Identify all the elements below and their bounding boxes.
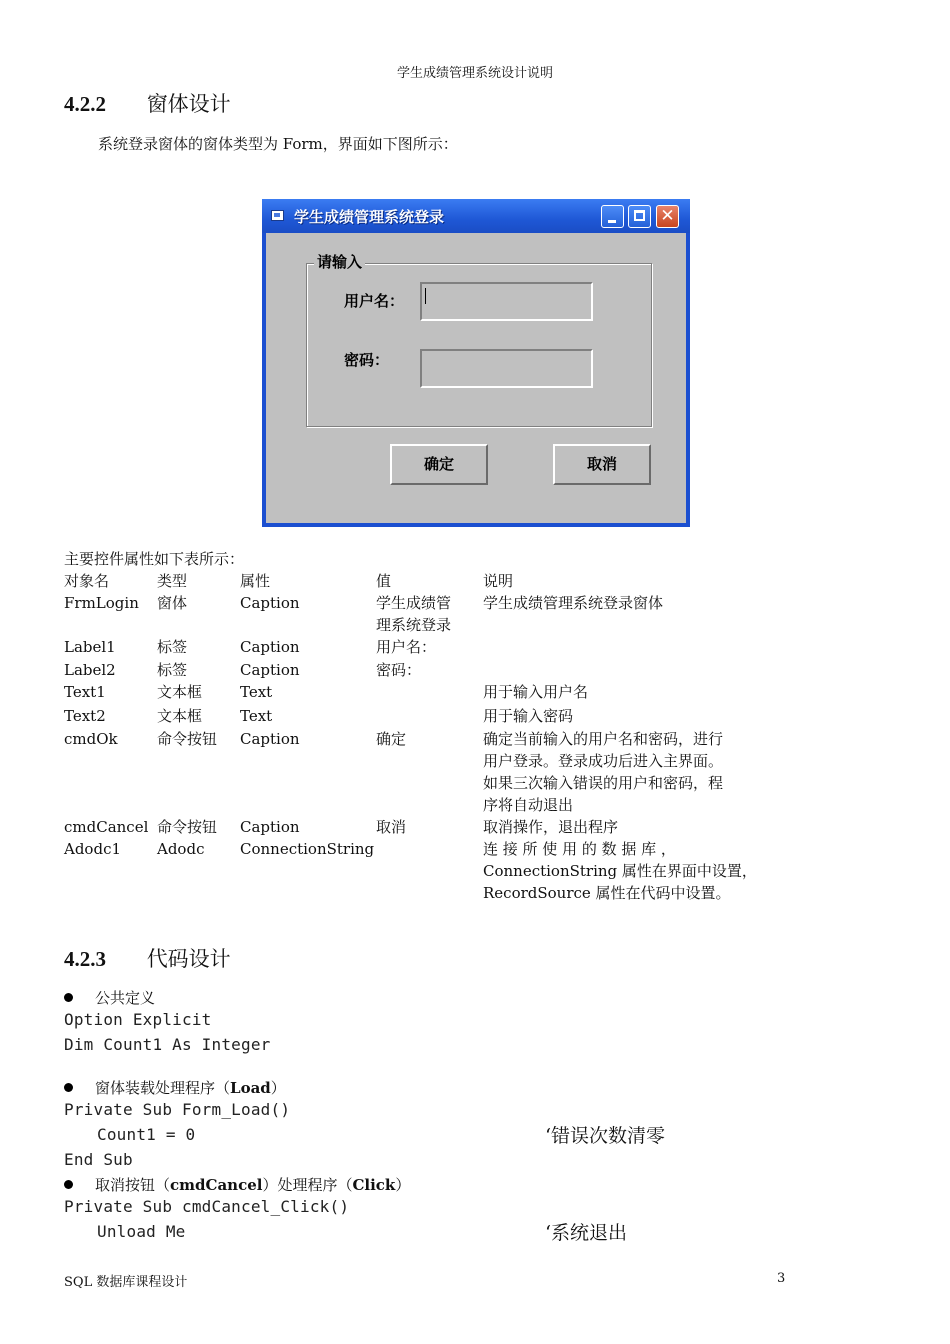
- section-number: 4.2.3: [64, 947, 106, 971]
- row-type: 命令按钮: [157, 818, 218, 836]
- section-heading-423: [64, 943, 231, 973]
- row-description-line: 用户登录。登录成功后进入主界面。: [483, 752, 724, 770]
- row-object-name: Label2: [64, 661, 116, 679]
- row-type: Adodc: [157, 840, 205, 858]
- password-input[interactable]: [420, 349, 593, 388]
- row-property: Caption: [240, 594, 300, 612]
- row-value-line: 确定: [376, 730, 407, 748]
- bullet-text-post: ）: [270, 1079, 286, 1097]
- header-value: 值: [376, 572, 392, 590]
- page-number: 3: [777, 1271, 786, 1286]
- bullet-text-pre: 取消按钮（: [95, 1176, 171, 1194]
- row-property: Text: [240, 707, 273, 725]
- code-line: Unload Me: [97, 1222, 186, 1241]
- password-label: 密码：: [344, 351, 390, 369]
- section-heading-422: [64, 88, 231, 118]
- row-type: 标签: [157, 638, 188, 656]
- row-property: Caption: [240, 818, 300, 836]
- close-button[interactable]: [656, 205, 679, 228]
- row-description-line: 如果三次输入错误的用户和密码，程: [483, 774, 724, 792]
- login-window: [262, 199, 690, 527]
- row-description-line: 用于输入用户名: [483, 683, 589, 701]
- bullet-text: 公共定义: [95, 989, 156, 1007]
- minimize-button[interactable]: [601, 205, 624, 228]
- groupbox-caption: 请输入: [314, 251, 365, 272]
- bullet-text-mid: ）处理程序（: [262, 1176, 353, 1194]
- code-line: End Sub: [64, 1150, 133, 1169]
- bullet-cmdcancel-click: [64, 1174, 410, 1195]
- row-object-name: FrmLogin: [64, 594, 139, 612]
- row-value-line: 取消: [376, 818, 407, 836]
- section-title: 代码设计: [146, 947, 231, 971]
- code-line: Private Sub Form_Load(): [64, 1100, 291, 1119]
- row-value-line: 用户名：: [376, 638, 437, 656]
- code-line: Option Explicit: [64, 1010, 212, 1029]
- row-type: 标签: [157, 661, 188, 679]
- header-property: 属性: [240, 572, 271, 590]
- bullet-form-load: [64, 1077, 286, 1098]
- maximize-icon: [634, 210, 645, 221]
- minimize-icon: [608, 220, 616, 223]
- bullet-icon: [64, 1083, 73, 1092]
- header-type: 类型: [157, 572, 188, 590]
- bullet-public-definition: [64, 987, 155, 1008]
- close-icon: ✕: [660, 206, 675, 226]
- row-object-name: Adodc1: [64, 840, 122, 858]
- code-line: Dim Count1 As Integer: [64, 1035, 271, 1054]
- window-client-area: [266, 233, 686, 523]
- row-object-name: cmdOk: [64, 730, 118, 748]
- row-value-line: 理系统登录: [376, 616, 452, 634]
- row-type: 命令按钮: [157, 730, 218, 748]
- row-description-line: RecordSource 属性在代码中设置。: [483, 884, 731, 902]
- row-type: 文本框: [157, 707, 203, 725]
- bullet-icon: [64, 993, 73, 1002]
- row-description-line: 序将自动退出: [483, 796, 574, 814]
- row-object-name: Label1: [64, 638, 116, 656]
- app-icon: [271, 210, 284, 221]
- text-caret: [425, 288, 426, 304]
- row-property: Text: [240, 683, 273, 701]
- header-object-name: 对象名: [64, 572, 110, 590]
- row-description-line: 取消操作，退出程序: [483, 818, 619, 836]
- maximize-button[interactable]: [628, 205, 651, 228]
- row-object-name: Text2: [64, 707, 106, 725]
- row-property: ConnectionString: [240, 840, 375, 858]
- table-caption: 主要控件属性如下表所示：: [64, 550, 245, 568]
- page-header: 学生成绩管理系统设计说明: [396, 66, 553, 81]
- row-type: 窗体: [157, 594, 188, 612]
- username-input[interactable]: [420, 282, 593, 321]
- section-title: 窗体设计: [146, 92, 231, 116]
- code-comment: ‘系统退出: [545, 1222, 628, 1244]
- row-description-line: 连 接 所 使 用 的 数 据 库 ，: [483, 840, 676, 858]
- intro-paragraph: 系统登录窗体的窗体类型为 Form，界面如下图所示：: [98, 135, 458, 153]
- row-description-line: ConnectionString 属性在界面中设置，: [483, 862, 757, 880]
- ok-button[interactable]: 确定: [390, 444, 488, 485]
- bullet-text-pre: 窗体装载处理程序（: [95, 1079, 231, 1097]
- row-property: Caption: [240, 638, 300, 656]
- bullet-text-post: ）: [395, 1176, 411, 1194]
- code-line: Private Sub cmdCancel_Click(): [64, 1197, 350, 1216]
- code-line: Count1 = 0: [97, 1125, 196, 1144]
- header-description: 说明: [483, 572, 514, 590]
- bullet-text-bold: cmdCancel: [170, 1176, 263, 1194]
- window-titlebar: [262, 199, 690, 233]
- section-number: 4.2.2: [64, 92, 106, 116]
- row-value-line: 学生成绩管: [376, 594, 452, 612]
- row-description-line: 用于输入密码: [483, 707, 574, 725]
- footer-course: SQL 数据库课程设计: [64, 1275, 188, 1290]
- bullet-icon: [64, 1180, 73, 1189]
- row-property: Caption: [240, 730, 300, 748]
- bullet-text-bold: Click: [352, 1176, 396, 1194]
- row-object-name: Text1: [64, 683, 106, 701]
- code-comment: ‘错误次数清零: [545, 1125, 666, 1147]
- bullet-text-bold: Load: [230, 1079, 271, 1097]
- window-title: 学生成绩管理系统登录: [294, 208, 445, 226]
- row-type: 文本框: [157, 683, 203, 701]
- row-object-name: cmdCancel: [64, 818, 149, 836]
- row-property: Caption: [240, 661, 300, 679]
- row-description-line: 学生成绩管理系统登录窗体: [483, 594, 664, 612]
- cancel-button[interactable]: 取消: [553, 444, 651, 485]
- row-description-line: 确定当前输入的用户名和密码，进行: [483, 730, 724, 748]
- row-value-line: 密码：: [376, 661, 422, 679]
- username-label: 用户名：: [344, 292, 405, 310]
